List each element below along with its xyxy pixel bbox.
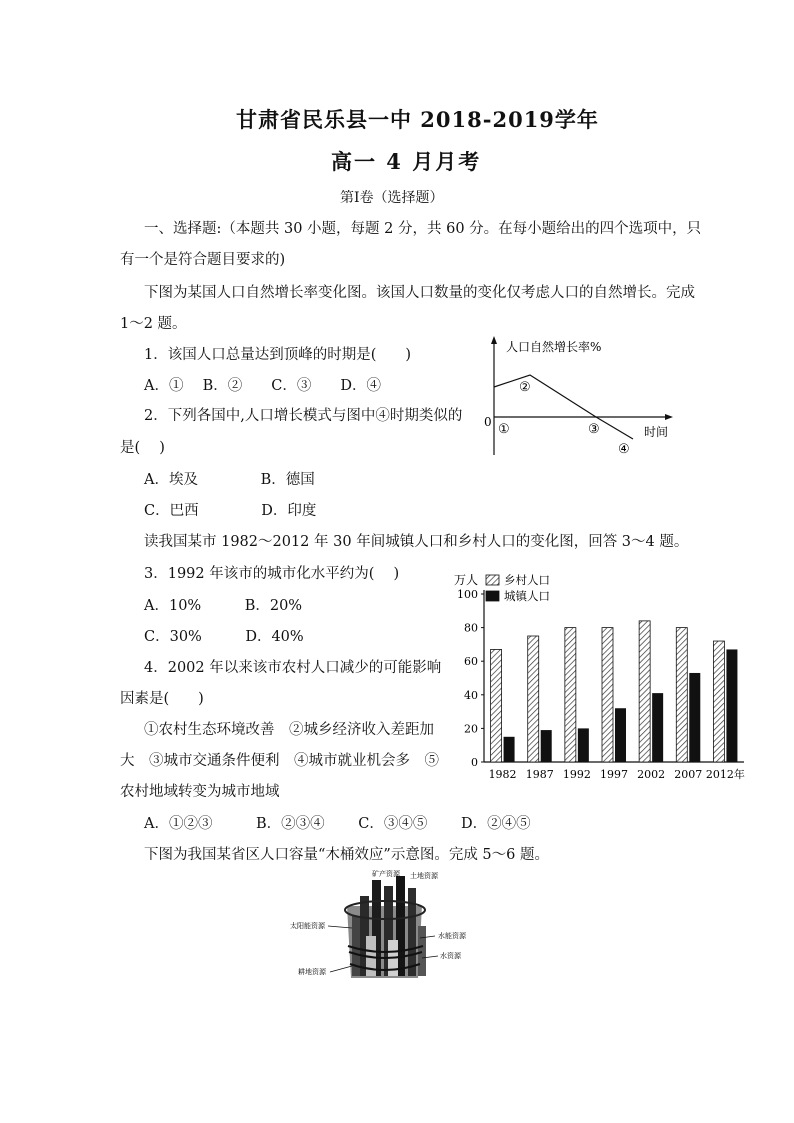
x-tick-label: 1992 bbox=[562, 768, 591, 781]
y-tick-label: 0 bbox=[471, 756, 478, 769]
q4-options: A．①②③ B．②③④ C．③④⑤ D．②④⑤ bbox=[144, 816, 531, 832]
x-tick-label: 2002 bbox=[637, 768, 666, 781]
origin-label: 0 bbox=[484, 415, 492, 429]
q4-choice-line1: ①农村生态环境改善 ②城乡经济收入差距加 bbox=[144, 722, 434, 738]
q4-stem-line1: 4．2002 年以来该市农村人口减少的可能影响 bbox=[144, 660, 442, 676]
point-label-4: ④ bbox=[618, 442, 630, 457]
x-tick-label: 1987 bbox=[525, 768, 554, 781]
q3-stem: 3．1992 年该市的城市化水平约为( ) bbox=[144, 566, 400, 582]
q3-options-row1: A．10% B．20% bbox=[144, 598, 303, 614]
x-axis-arrow bbox=[665, 414, 673, 420]
q2-options-row2: C．巴西 D．印度 bbox=[144, 503, 317, 519]
y-tick-label: 100 bbox=[457, 588, 478, 601]
instructions-line2: 有一个是符合题目要求的) bbox=[120, 252, 286, 268]
x-tick-label: 1997 bbox=[600, 768, 628, 781]
intro1-line2: 1～2 题。 bbox=[120, 316, 187, 332]
point-label-3: ③ bbox=[588, 422, 600, 437]
barrel-effect-diagram bbox=[290, 866, 490, 1000]
bar-rural bbox=[713, 641, 724, 762]
bar-rural bbox=[639, 621, 650, 762]
document-subtitle: 高一 4 月月考 bbox=[331, 149, 482, 174]
intro3: 下图为我国某省区人口容量“木桶效应”示意图。完成 5～6 题。 bbox=[144, 847, 549, 863]
bar-urban bbox=[541, 730, 552, 762]
label-solar: 太阳能资源 bbox=[290, 922, 325, 930]
point-label-2: ② bbox=[519, 380, 531, 395]
y-axis-label: 人口自然增长率% bbox=[506, 340, 602, 354]
legend-swatch-rural bbox=[486, 575, 499, 585]
x-tick-label: 2012年 bbox=[705, 768, 745, 781]
x-axis-label: 时间 bbox=[644, 425, 669, 439]
bar-urban bbox=[689, 673, 700, 762]
label-land: 土地资源 bbox=[410, 872, 438, 880]
q2-options-row1: A．埃及 B．德国 bbox=[144, 472, 315, 488]
q4-choice-line3: 农村地域转变为城市地域 bbox=[120, 784, 280, 800]
q1-stem: 1．该国人口总量达到顶峰的时期是( ) bbox=[144, 347, 412, 363]
instructions-line1: 一、选择题:（本题共 30 小题，每题 2 分，共 60 分。在每小题给出的四个选项中，只 bbox=[144, 221, 702, 237]
barrel-staves bbox=[347, 876, 426, 978]
bar-rural bbox=[491, 649, 502, 762]
q1-options: A．① B．② C．③ D．④ bbox=[144, 378, 381, 394]
intro1-line1: 下图为某国人口自然增长率变化图。该国人口数量的变化仅考虑人口的自然增长。完成 bbox=[144, 285, 695, 301]
y-tick-label: 80 bbox=[464, 621, 478, 635]
y-tick-label: 60 bbox=[464, 655, 478, 669]
q2-stem-line1: 2．下列各国中,人口增长模式与图中④时期类似的 bbox=[144, 408, 463, 424]
label-farmland: 耕地资源 bbox=[298, 968, 326, 976]
section-heading: 第Ⅰ卷（选择题） bbox=[340, 190, 444, 206]
document-title: 甘肃省民乐县一中 2018-2019学年 bbox=[236, 107, 599, 132]
bar-urban bbox=[504, 737, 515, 762]
q3-options-row2: C．30% D．40% bbox=[144, 629, 304, 645]
x-tick-label: 2007 bbox=[674, 768, 703, 781]
bar-rural bbox=[602, 628, 613, 762]
bar-rural bbox=[528, 636, 539, 762]
label-water: 水资源 bbox=[440, 952, 461, 960]
point-label-1: ① bbox=[498, 422, 510, 437]
bar-urban bbox=[578, 728, 589, 762]
y-tick-label: 40 bbox=[464, 688, 478, 702]
q2-stem-line2: 是( ) bbox=[120, 440, 165, 456]
growth-rate-chart bbox=[478, 333, 678, 463]
legend-label-urban: 城镇人口 bbox=[504, 589, 550, 603]
y-tick-label: 20 bbox=[464, 722, 478, 736]
q4-choice-line2: 大 ③城市交通条件便利 ④城市就业机会多 ⑤ bbox=[120, 753, 439, 769]
population-bar-chart bbox=[440, 568, 760, 782]
bar-urban bbox=[726, 649, 737, 762]
y-axis-arrow bbox=[491, 336, 497, 344]
q4-stem-line2: 因素是( ) bbox=[120, 691, 204, 707]
legend-swatch-urban bbox=[486, 591, 499, 601]
bar-urban bbox=[615, 708, 626, 762]
label-hydropower: 水能资源 bbox=[438, 932, 466, 940]
x-tick-label: 1982 bbox=[488, 768, 517, 781]
bar-urban bbox=[652, 693, 663, 762]
intro2: 读我国某市 1982～2012 年 30 年间城镇人口和乡村人口的变化图，回答 3～4 题。 bbox=[144, 534, 689, 550]
legend-label-rural: 乡村人口 bbox=[504, 573, 550, 587]
label-mineral: 矿产资源 bbox=[372, 870, 400, 878]
growth-rate-line bbox=[494, 375, 633, 439]
bar-chart-ylabel: 万人 bbox=[454, 573, 479, 587]
bar-rural bbox=[565, 628, 576, 762]
bar-rural bbox=[676, 628, 687, 762]
